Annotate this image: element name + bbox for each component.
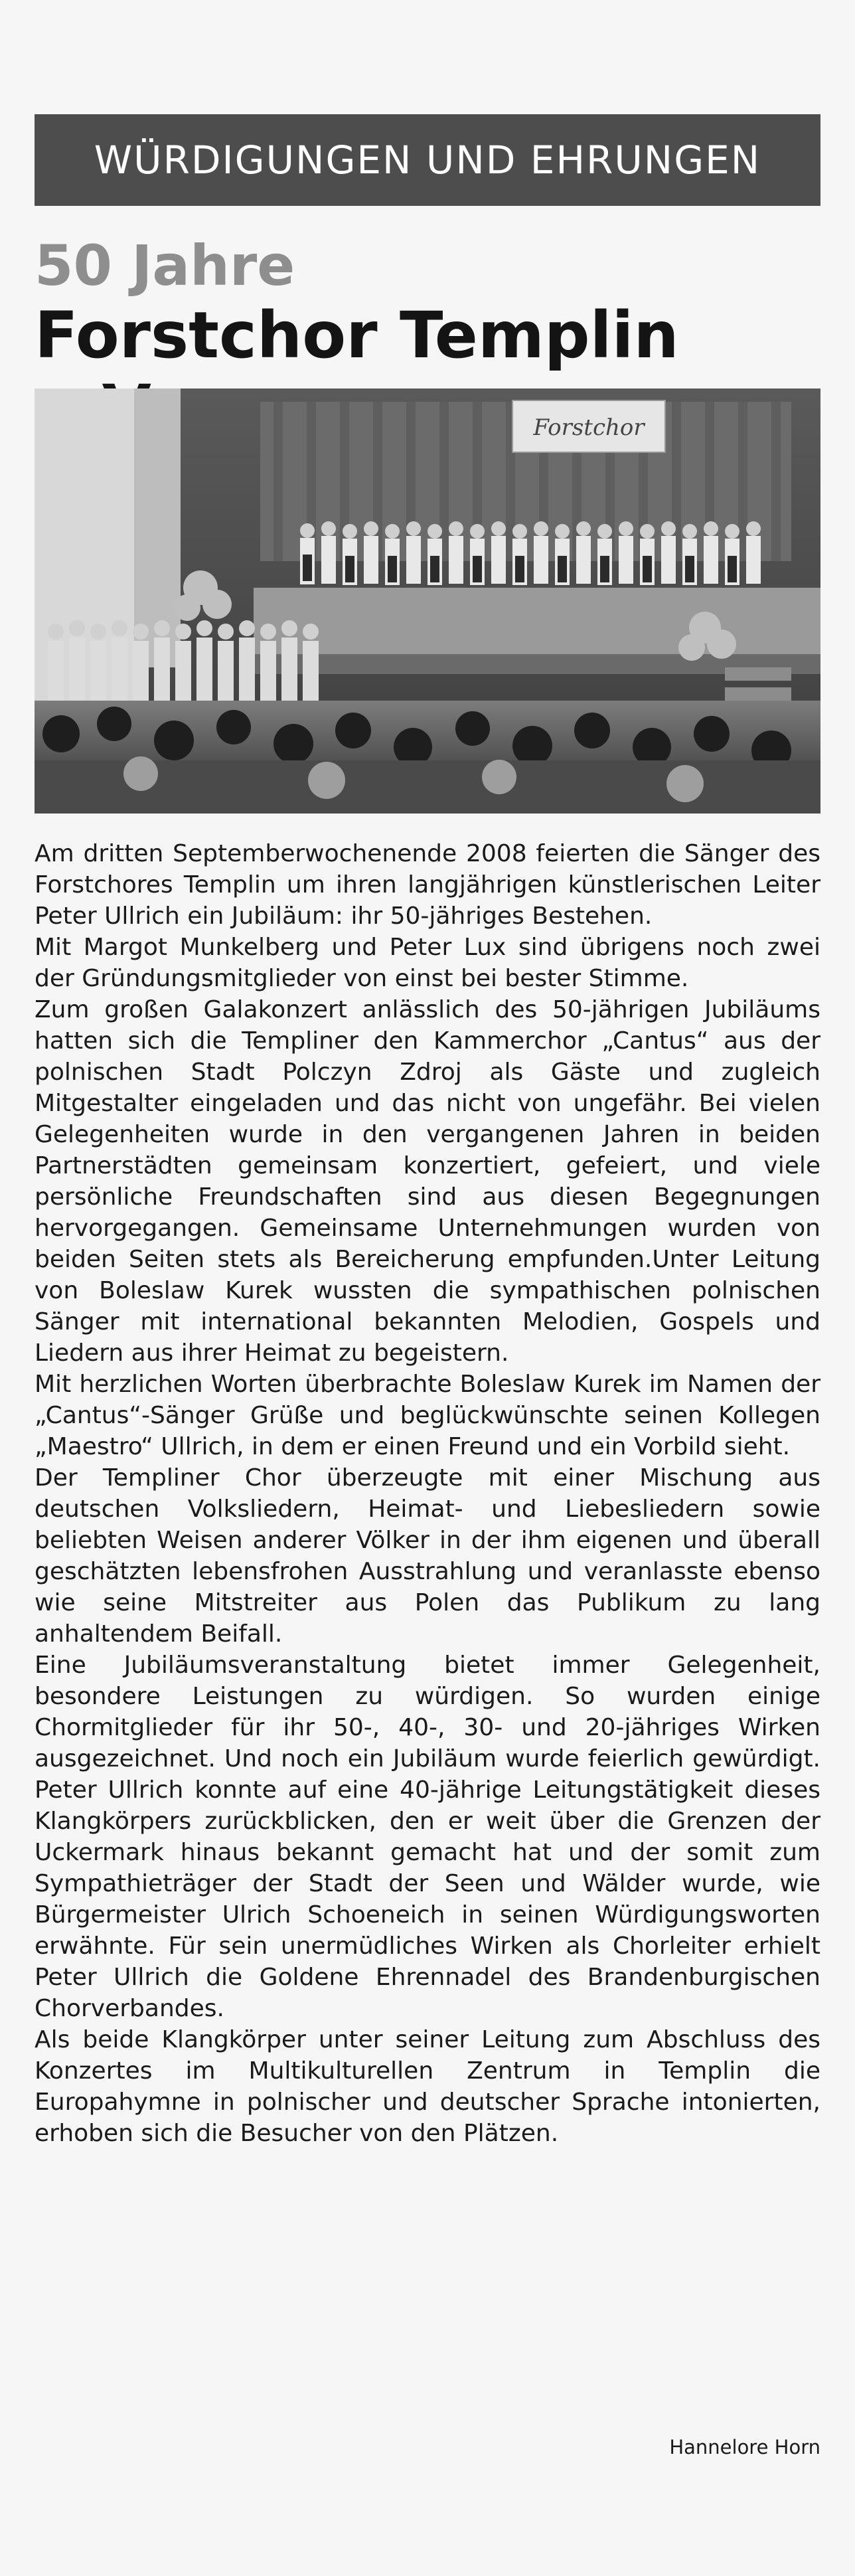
article-subtitle: 50 Jahre [35, 233, 295, 298]
article-paragraph: Als beide Klangkörper unter seiner Leitung zum Abschluss des Konzertes im Multikulturellen Zentrum in Templin die Europahymne in polnischer und deutscher Sprache intonierten, erhoben sich die Besucher von den Plätzen. [35, 2026, 820, 2147]
article-body [35, 838, 820, 2149]
article-title: Forstchor Templin [35, 298, 679, 373]
article-paragraph: Eine Jubiläumsveranstaltung bietet immer Gelegenheit, besondere Leistungen zu würdigen. So wurden einige Chormitglieder für ihr 50-, 40-, 30- und 20-jähriges Wirken ausgezeichnet. Und noch ein Jubiläum wurde feierlich gewürdigt. Peter Ullrich konnte auf eine 40-jährige Leitungstätigkeit dieses Klangkörpers zurückblicken, den er weit über die Grenzen der Uckermark hinaus bekannt gemacht hat und der somit zum Sympathieträger der Stadt der Seen und Wälder wurde, wie Bürgermeister Ulrich Schoeneich in seinen Würdigungsworten erwähnte. Für sein unermüdliches Wirken als Chorleiter erhielt Peter Ullrich die Goldene Ehrennadel des Brandenburgischen Chorverbandes. [35, 1652, 820, 2022]
stage-scene-illustration [35, 388, 820, 814]
section-banner-label: WÜRDIGUNGEN UND EHRUNGEN [94, 137, 761, 183]
article-paragraph: Am dritten Septemberwochenende 2008 feierten die Sänger des Forstchores Templin um ihren langjährigen künstlerischen Leiter Peter Ullrich ein Jubiläum: ihr 50-jähriges Bestehen. [35, 840, 820, 930]
article-paragraph: Der Templiner Chor überzeugte mit einer Mischung aus deutschen Volksliedern, Heimat- und Liebesliedern sowie beliebten Weisen anderer Völker in der ihm eigenen und überall geschätzten lebensfrohen Ausstrahlung und veranlasste ebenso wie seine Mitstreiter aus Polen das Publikum zu lang anhaltendem Beifall. [35, 1464, 820, 1648]
article-paragraph: Zum großen Galakonzert anlässlich des 50-jährigen Jubiläums hatten sich die Templiner den Kammerchor „Cantus“ aus der polnischen Stadt Polczyn Zdroj als Gäste und zugleich Mitgestalter eingeladen und das nicht von ungefähr. Bei vielen Gelegenheiten wurde in den vergangenen Jahren in beiden Partnerstädten gemeinsam konzertiert, gefeiert, und viele persönliche Freundschaften sind aus diesen Begegnungen hervorgegangen. Gemeinsame Unternehmungen wurden von beiden Seiten stets als Bereicherung empfunden.Unter Leitung von Boleslaw Kurek wussten die sympathischen polnischen Sänger mit international bekannten Melodien, Gospels und Liedern aus ihrer Heimat zu begeistern. [35, 996, 820, 1367]
article-paragraph: Mit Margot Munkelberg und Peter Lux sind übrigens noch zwei der Gründungsmitglieder von einst bei bester Stimme. [35, 934, 820, 992]
choir-sign-text: Forstchor [533, 414, 645, 441]
choir-concert-photo [35, 388, 820, 814]
section-banner [35, 114, 820, 206]
stage-riser [254, 588, 820, 661]
article-paragraph: Mit herzlichen Worten überbrachte Boleslaw Kurek im Namen der „Cantus“-Sänger Grüße und beglückwünschte seinen Kollegen „Maestro“ Ullrich, in dem er einen Freund und ein Vorbild sieht. [35, 1371, 820, 1460]
article-author: Hannelore Horn [669, 2436, 820, 2458]
